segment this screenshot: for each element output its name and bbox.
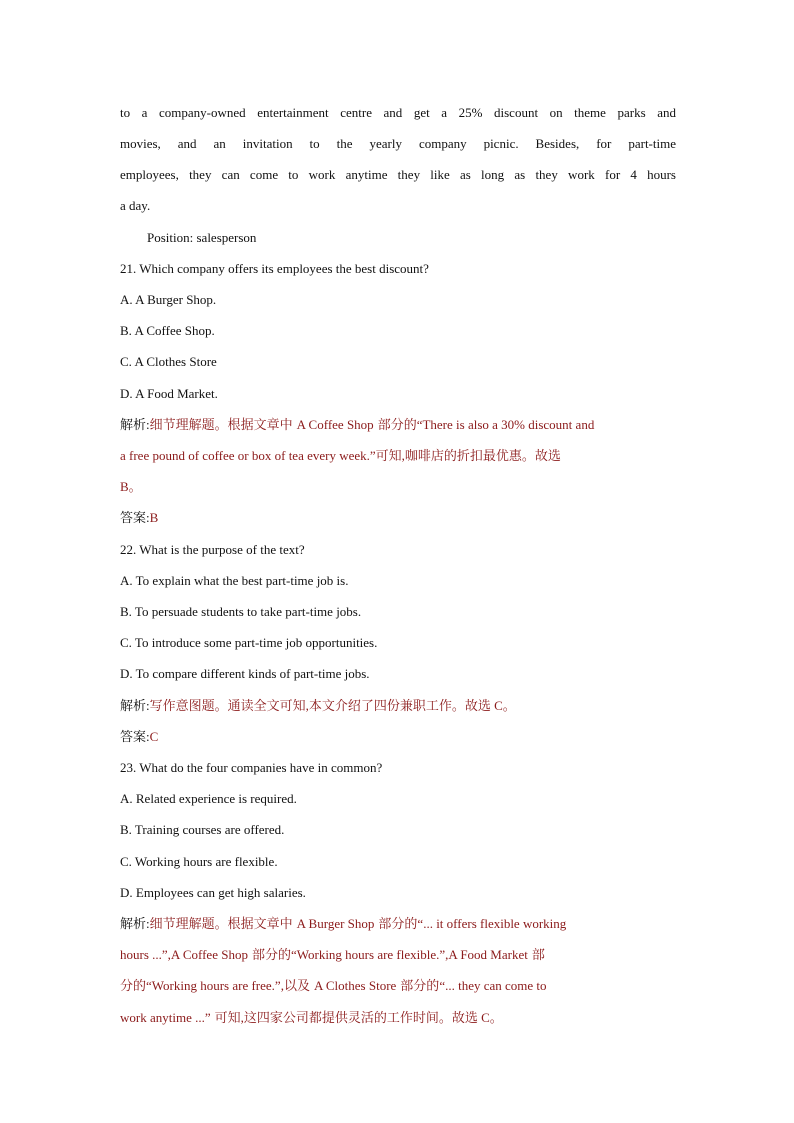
option-d: D. A Food Market. xyxy=(120,386,218,401)
analysis-text: ,A Coffee Shop xyxy=(167,947,248,962)
answer-value: C xyxy=(149,729,159,744)
position-text: Position: salesperson xyxy=(147,230,257,245)
analysis-23-line3 xyxy=(120,978,676,994)
option-c: C. To introduce some part-time job opportunities. xyxy=(120,635,378,650)
analysis-23-line2 xyxy=(120,947,676,963)
passage-line: movies, and an invitation to the yearly company picnic. Besides, for part-time xyxy=(120,136,676,151)
question-22: 22. What is the purpose of the text? xyxy=(120,542,305,557)
analysis-quote: “... they can come to xyxy=(439,978,547,993)
analysis-quote: “There is also a 30% discount and xyxy=(416,417,595,432)
analysis-text: 写作意图题。通读全文可知,本文介绍了四份兼职工作。故选 C。 xyxy=(149,698,516,713)
analysis-quote: “Working hours are free.” xyxy=(146,978,281,993)
option-d: D. To compare different kinds of part-time jobs. xyxy=(120,666,370,681)
answer-22 xyxy=(120,729,676,745)
answer-21 xyxy=(120,510,676,526)
analysis-21-line2 xyxy=(120,448,676,464)
analysis-label: 解析: xyxy=(120,698,150,713)
analysis-quote: hours ...” xyxy=(120,947,168,962)
analysis-quote: “... it offers flexible working xyxy=(417,916,567,931)
answer-label: 答案: xyxy=(120,510,150,525)
analysis-quote: a free pound of coffee or box of tea every week.” xyxy=(120,448,376,463)
passage-line: to a company-owned entertainment centre and get a 25% discount on theme parks and xyxy=(120,105,676,120)
option-b: B. A Coffee Shop. xyxy=(120,323,215,338)
option-c: C. A Clothes Store xyxy=(120,354,217,369)
analysis-21-line3: B。 xyxy=(120,479,142,494)
analysis-label: 解析: xyxy=(120,417,150,432)
analysis-text: 可知,这四家公司都提供灵活的工作时间。故选 C。 xyxy=(214,1010,503,1025)
analysis-21-line1 xyxy=(120,417,676,433)
option-a: A. Related experience is required. xyxy=(120,791,297,806)
analysis-text: A Coffee Shop xyxy=(296,417,374,432)
answer-value: B xyxy=(149,510,159,525)
passage-line: employees, they can come to work anytime they like as long as they work for 4 hours xyxy=(120,167,676,182)
analysis-quote: work anytime ...” xyxy=(120,1010,211,1025)
answer-label: 答案: xyxy=(120,729,150,744)
analysis-text: 可知,咖啡店的折扣最优惠。故选 xyxy=(375,448,561,463)
analysis-22 xyxy=(120,698,676,714)
analysis-text: 分的 xyxy=(120,978,147,993)
option-a: A. A Burger Shop. xyxy=(120,292,217,307)
analysis-text: 部 xyxy=(531,947,545,962)
analysis-text: 部分的 xyxy=(378,916,418,931)
option-c: C. Working hours are flexible. xyxy=(120,854,278,869)
option-d: D. Employees can get high salaries. xyxy=(120,885,306,900)
passage-line: a day. xyxy=(120,198,151,213)
analysis-text: 细节理解题。根据文章中 xyxy=(149,417,293,432)
analysis-text: A Burger Shop xyxy=(296,916,375,931)
analysis-text: ,以及 xyxy=(280,978,310,993)
analysis-text: 部分的 xyxy=(400,978,440,993)
analysis-label: 解析: xyxy=(120,916,150,931)
analysis-text: ,A Food Market xyxy=(445,947,528,962)
analysis-quote: “Working hours are flexible.” xyxy=(290,947,446,962)
analysis-text: A Clothes Store xyxy=(313,978,397,993)
analysis-text: 部分的 xyxy=(377,417,417,432)
question-21: 21. Which company offers its employees the best discount? xyxy=(120,261,429,276)
option-b: B. Training courses are offered. xyxy=(120,822,285,837)
question-23: 23. What do the four companies have in common? xyxy=(120,760,383,775)
analysis-text: 部分的 xyxy=(251,947,291,962)
analysis-23-line1 xyxy=(120,916,676,932)
option-b: B. To persuade students to take part-time jobs. xyxy=(120,604,362,619)
analysis-23-line4 xyxy=(120,1010,676,1026)
option-a: A. To explain what the best part-time job is. xyxy=(120,573,349,588)
analysis-text: 细节理解题。根据文章中 xyxy=(149,916,293,931)
